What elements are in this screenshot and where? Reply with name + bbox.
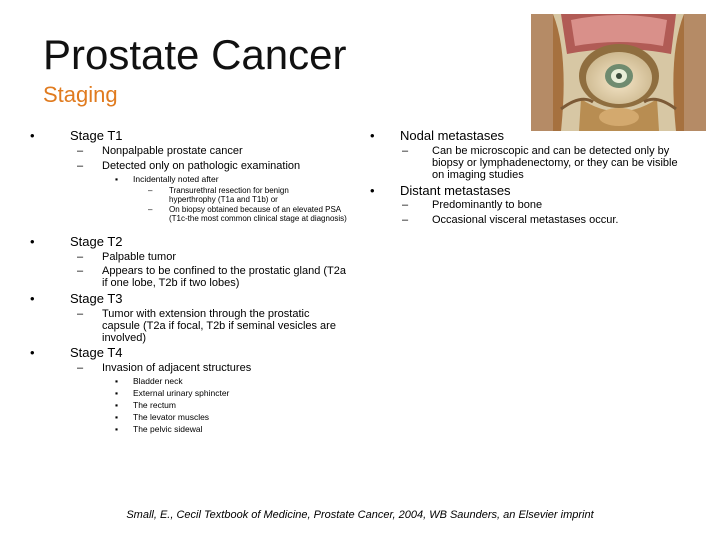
distant-heading-row xyxy=(370,183,660,199)
structure-item xyxy=(115,400,313,410)
stage-t1-subitem xyxy=(148,205,349,223)
bullet-marker: • xyxy=(370,128,375,143)
structure-item-text: The rectum xyxy=(133,400,176,410)
dash-marker: – xyxy=(148,205,153,214)
stage-t2-item-text: Appears to be confined to the prostatic gland (T2a if one lobe, T2b if two lobes) xyxy=(102,265,346,289)
stage-t1-subitem-text: On biopsy obtained because of an elevated PSA (T1c-the most common clinical stage at diagnosis) xyxy=(169,205,347,223)
structure-item-text: Bladder neck xyxy=(133,376,183,386)
stage-t4-item-text: Invasion of adjacent structures xyxy=(102,362,252,374)
dash-marker: – xyxy=(77,251,84,263)
stage-t1-subitem-text: Transurethral resection for benign hyperthrophy (T1a and T1b) or xyxy=(169,186,289,204)
dash-marker: – xyxy=(77,265,84,277)
structure-item xyxy=(115,412,313,422)
stage-t1-subheading-row xyxy=(115,174,313,184)
bullet-marker: • xyxy=(30,345,35,360)
stage-t1-item xyxy=(77,160,352,172)
pelvic-anatomy-illustration xyxy=(531,14,706,131)
distant-item-text: Occasional visceral metastases occur. xyxy=(432,214,619,226)
structure-item xyxy=(115,424,313,434)
bullet-marker: • xyxy=(30,234,35,249)
square-marker: ▪ xyxy=(115,174,119,184)
dash-marker: – xyxy=(148,186,153,195)
stage-t3-heading-row xyxy=(30,291,290,307)
stage-t1-item xyxy=(77,145,352,157)
slide-subtitle: Staging xyxy=(43,82,118,107)
structure-item-text: The levator muscles xyxy=(133,412,210,422)
bullet-marker: • xyxy=(30,291,35,306)
distant-heading: Distant metastases xyxy=(400,183,511,198)
stage-t1-heading-row xyxy=(30,128,290,144)
stage-t4-item xyxy=(77,362,352,374)
square-marker: ▪ xyxy=(115,412,119,422)
distant-item-text: Predominantly to bone xyxy=(432,199,543,211)
square-marker: ▪ xyxy=(115,376,119,386)
stage-t1-item-text: Nonpalpable prostate cancer xyxy=(102,145,243,157)
nodal-heading: Nodal metastases xyxy=(400,128,505,143)
structure-item-text: External urinary sphincter xyxy=(133,388,230,398)
structure-item xyxy=(115,376,313,386)
stage-t2-item-text: Palpable tumor xyxy=(102,251,176,263)
stage-t4-heading: Stage T4 xyxy=(70,345,123,360)
square-marker: ▪ xyxy=(115,388,119,398)
pelvic-anatomy-icon xyxy=(531,14,706,131)
square-marker: ▪ xyxy=(115,400,119,410)
stage-t4-heading-row xyxy=(30,345,290,361)
bullet-marker: • xyxy=(30,128,35,143)
stage-t1-item-text: Detected only on pathologic examination xyxy=(102,160,301,172)
stage-t2-item xyxy=(77,251,352,263)
dash-marker: – xyxy=(77,160,84,172)
citation: Small, E., Cecil Textbook of Medicine, Prostate Cancer, 2004, WB Saunders, an Elsevier imprint xyxy=(126,509,594,521)
structure-item xyxy=(115,388,313,398)
dash-marker: – xyxy=(77,362,84,374)
nodal-item xyxy=(402,145,680,181)
stage-t1-heading: Stage T1 xyxy=(70,128,123,143)
stage-t3-heading: Stage T3 xyxy=(70,291,123,306)
nodal-heading-row xyxy=(370,128,660,144)
stage-t2-item xyxy=(77,265,352,289)
distant-item xyxy=(402,214,680,226)
distant-item xyxy=(402,199,680,211)
stage-t1-subheading: Incidentally noted after xyxy=(133,174,219,184)
structure-item-text: The pelvic sidewal xyxy=(133,424,203,434)
dash-marker: – xyxy=(402,214,409,226)
stage-t3-item-text: Tumor with extension through the prostatic capsule (T2a if focal, T2b if seminal vesicles are involved) xyxy=(102,308,336,344)
dash-marker: – xyxy=(402,145,409,157)
nodal-item-text: Can be microscopic and can be detected only by biopsy or lymphadenectomy, or they can be visible on imaging studies xyxy=(432,145,678,181)
dash-marker: – xyxy=(402,199,409,211)
dash-marker: – xyxy=(77,145,84,157)
slide-title: Prostate Cancer xyxy=(43,31,347,78)
bullet-marker: • xyxy=(370,183,375,198)
square-marker: ▪ xyxy=(115,424,119,434)
stage-t3-item xyxy=(77,308,342,344)
stage-t2-heading-row xyxy=(30,234,290,250)
dash-marker: – xyxy=(77,308,84,320)
stage-t1-subitem xyxy=(148,186,319,204)
stage-t2-heading: Stage T2 xyxy=(70,234,123,249)
